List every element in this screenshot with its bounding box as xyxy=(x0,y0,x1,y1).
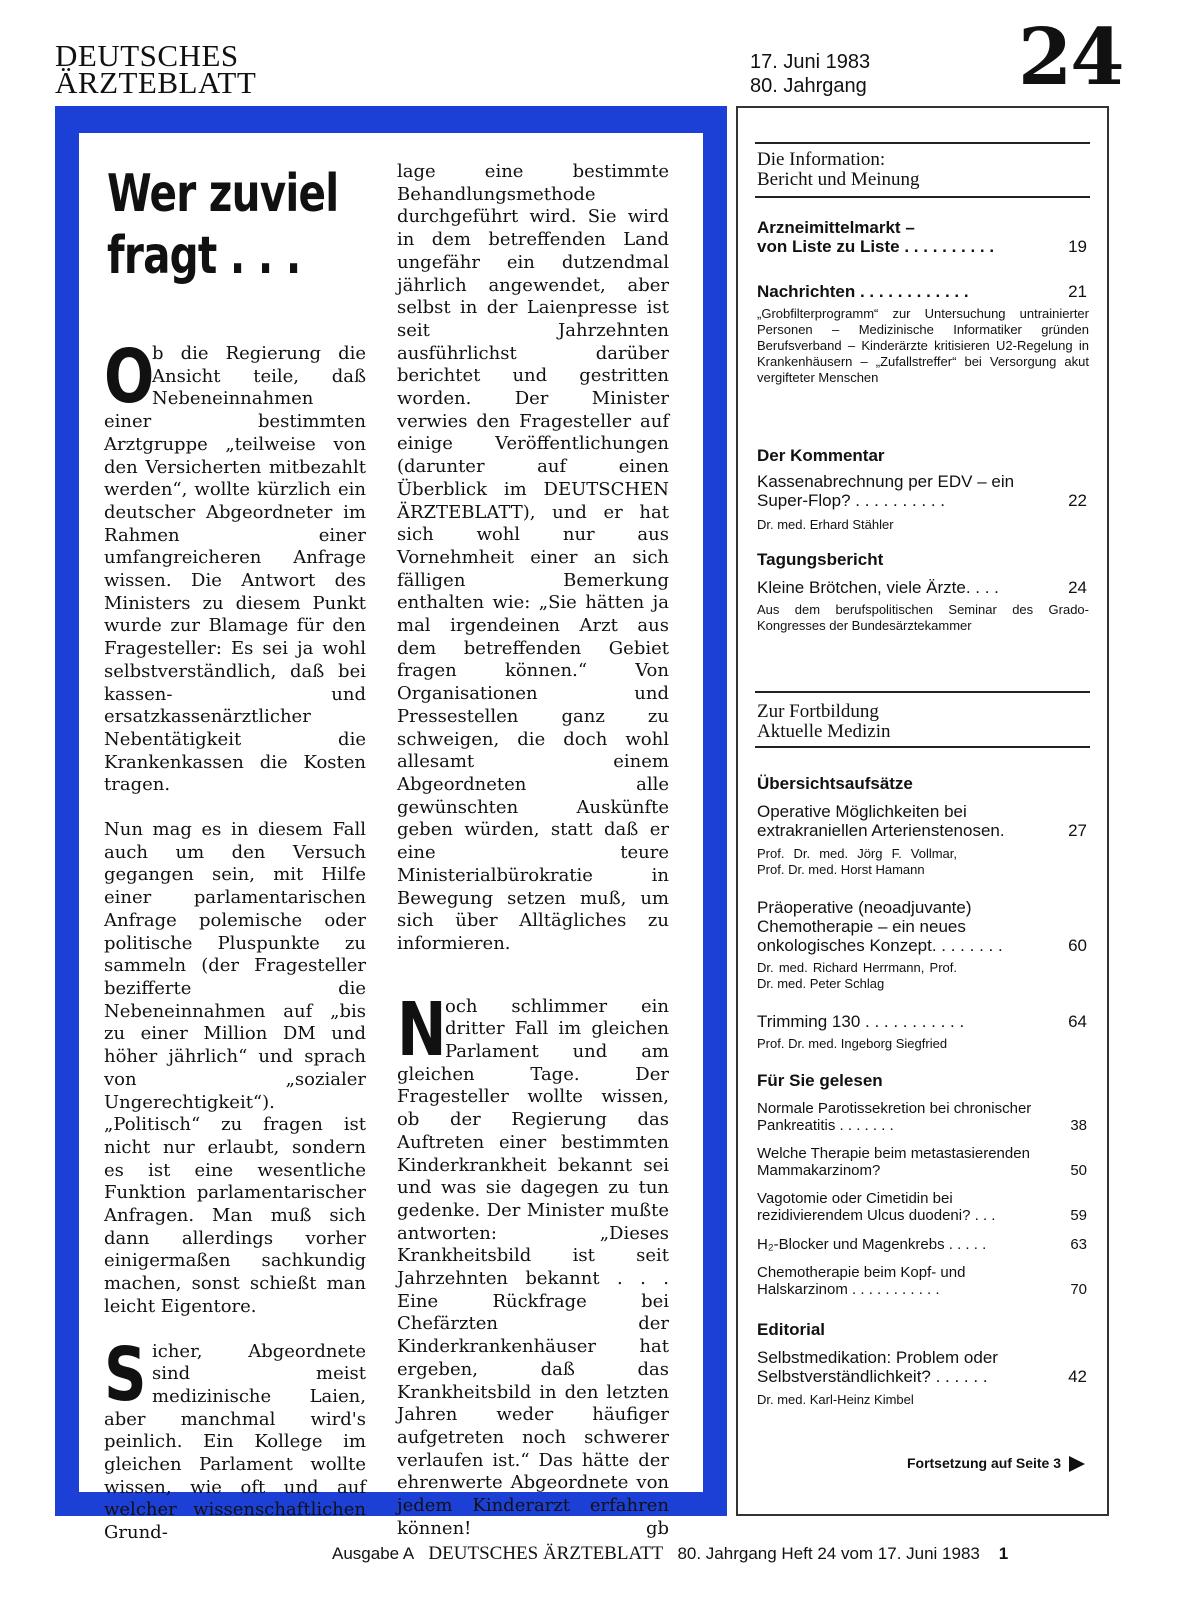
footer-info: 80. Jahrgang Heft 24 vom 17. Juni 1983 xyxy=(677,1544,980,1563)
section-line2: Bericht und Meinung xyxy=(757,169,920,190)
author-signature: gb xyxy=(645,1517,669,1539)
entry-title: H₂-Blocker und Magenkrebs . . . . . xyxy=(757,1236,987,1253)
article-paragraph: lage eine bestimmte Behandlungsmethode durchgeführt wird. Sie wird in dem betreffenden Land ungefähr ein dutzendmal jährlich angewendet, aber selbst in der Laienpresse ist seit Jahrzehnten ausführlichst darüber berichtet und gestritten worden. Der Minister verwies den Fragesteller auf einige Veröffentlichungen (darunter auf einen Überblick im DEUTSCHEN ÄRZTEBLATT), und er hat sich wohl nur aus Vornehmheit einer an sich fälligen Bemerkung enthalten wie: „Sie hätten ja mal irgendeinen Arzt aus dem betreffenden Gebiet fragen können.“ Von Organisationen und Pressestellen ganz zu schweigen, die doch wohl allesamt einem Abgeordneten alle gewünschten Auskünfte geben würden, statt daß er eine teure Ministerialbürokratie in Bewegung setzen muß, um sich über Alltägliches zu informieren. xyxy=(397,161,669,954)
toc-entry-vagotomie[interactable] xyxy=(757,1190,1087,1224)
masthead-line1: DEUTSCHES xyxy=(55,38,239,73)
toc-author: Dr. med. Richard Herrmann, Prof. Dr. med. Peter Schlag xyxy=(757,960,957,991)
page-number: 38 xyxy=(1070,1117,1087,1134)
toc-entry-chemotherapie[interactable] xyxy=(757,898,1087,955)
entry-title-cont: von Liste zu Liste . . . . . . . . . . xyxy=(757,237,995,256)
footer-page-number: 1 xyxy=(998,1544,1009,1563)
issue-date-line2: 80. Jahrgang xyxy=(750,75,867,97)
page-number: 63 xyxy=(1070,1236,1087,1253)
article-column-right xyxy=(397,161,669,1540)
toc-entry-kassenabrechnung[interactable] xyxy=(757,472,1087,510)
editorial-body xyxy=(79,133,703,1544)
paragraph-text: icher, Abgeordnete sind meist medizinische Laien, aber manchmal wird's peinlich. Ein Kollege im gleichen Parlament wollte wissen, wie oft und auf welcher wissenschaftlichen Grund- xyxy=(104,1340,366,1544)
continuation-link[interactable] xyxy=(907,1454,1085,1472)
divider xyxy=(755,691,1090,693)
article-title-line2: fragt . . . xyxy=(107,226,301,286)
page-number: 59 xyxy=(1070,1207,1087,1224)
entry-title: Vagotomie oder Cimetidin bei rezidivierendem Ulcus duodeni? . . . xyxy=(757,1190,996,1224)
entry-title: Arzneimittelmarkt – xyxy=(757,218,915,237)
toc-entry-trimming[interactable] xyxy=(757,1012,1087,1031)
page-number: 27 xyxy=(1068,821,1087,840)
toc-author: Prof. Dr. med. Jörg F. Vollmar, Prof. Dr. med. Horst Hamann xyxy=(757,846,957,877)
article-paragraph: Nun mag es in diesem Fall auch um den Versuch gegangen sein, mit Hilfe einer parlamentarischen Anfrage polemische oder politische Pluspunkte zu sammeln (der Fragesteller bezifferte die Nebeneinnahmen auf „bis zu einer Million DM und höher jährlich“ und sprach von „sozialer Ungerechtigkeit“). „Politisch“ zu fragen ist nicht nur erlaubt, sondern es ist eine wesentliche Funktion parlamentarischer Anfragen. Man muß sich dann allerdings vorher einigermaßen sachkundig machen, sonst schießt man leicht Eigentore. xyxy=(104,819,366,1317)
page-number: 70 xyxy=(1070,1281,1087,1298)
editorial-frame xyxy=(55,106,727,1544)
section-line2: Aktuelle Medizin xyxy=(757,721,891,742)
entry-title: Selbstmedikation: Problem oder Selbstverständlichkeit? . . . . . . xyxy=(757,1348,998,1386)
issue-number: 24 xyxy=(1018,12,1123,103)
toc-entry-arzneimittelmarkt[interactable] xyxy=(757,218,1087,256)
page-number: 50 xyxy=(1070,1162,1087,1179)
page-number: 60 xyxy=(1068,936,1087,955)
article-column-left xyxy=(104,334,366,1545)
toc-category-editorial: Editorial xyxy=(757,1320,826,1339)
drop-cap: N xyxy=(397,986,447,1073)
masthead xyxy=(55,38,257,100)
toc-tagung-description: Aus dem berufspolitischen Seminar des Grado-Kongresses der Bundesärztekammer xyxy=(757,602,1089,633)
toc-entry-parotissekretion[interactable] xyxy=(757,1100,1087,1134)
page-number: 21 xyxy=(1068,282,1087,301)
section-line1: Die Information: xyxy=(757,149,886,170)
article-paragraph xyxy=(104,1331,366,1545)
page-number: 22 xyxy=(1068,491,1087,510)
issue-date-line1: 17. Juni 1983 xyxy=(750,51,871,73)
divider xyxy=(755,746,1090,748)
entry-title: Kleine Brötchen, viele Ärzte. . . . xyxy=(757,578,999,597)
article-title-line1: Wer zuviel xyxy=(107,164,339,224)
toc-entry-kopf-halskarzinom[interactable] xyxy=(757,1264,1087,1298)
toc-nachrichten-description: „Grobfilterprogramm“ zur Untersuchung untrainierter Personen – Medizinische Informatiker gründen Berufsverband – Kinderärzte kritisieren U2-Regelung in Krankenhäusern – „Zufallstreffer“ bei Versorgung akut vergifteter Menschen xyxy=(757,306,1089,385)
toc-author: Dr. med. Karl-Heinz Kimbel xyxy=(757,1392,914,1407)
toc-entry-selbstmedikation[interactable] xyxy=(757,1348,1087,1386)
entry-title: Trimming 130 . . . . . . . . . . . xyxy=(757,1012,965,1031)
page-number: 24 xyxy=(1068,578,1087,597)
paragraph-text: och schlimmer ein dritter Fall im gleichen Parlament und am gleichen Tage. Der Fragesteller wollte wissen, ob der Regierung das Auftreten einer bestimmten Kinderkrankheit bekannt sei und was sie dagegen zu tun gedenke. Der Minister mußte antworten: „Dieses Krankheitsbild ist seit Jahrzehnten bekannt . . . Eine Rückfrage bei Chefärzten der Kinderkrankenhäuser hat ergeben, daß das Krankheitsbild in den letzten Jahren weder häufiger aufgetreten noch schwerer verlaufen ist.“ Das hätte der ehrenwerte Abgeordnete von jedem Kinderarzt erfahren können! xyxy=(397,995,669,1539)
drop-cap: O xyxy=(104,334,155,420)
issue-date xyxy=(750,50,870,98)
section-line1: Zur Fortbildung xyxy=(757,701,879,722)
divider xyxy=(755,142,1090,144)
entry-title: Chemotherapie beim Kopf- und Halskarzinom . . . . . . . . . . . xyxy=(757,1264,966,1298)
table-of-contents xyxy=(736,106,1109,1516)
footer-magazine: DEUTSCHES ÄRZTEBLATT xyxy=(428,1543,664,1564)
entry-title: Normale Parotissekretion bei chronischer Pankreatitis . . . . . . . xyxy=(757,1100,1032,1134)
toc-category-gelesen: Für Sie gelesen xyxy=(757,1071,883,1090)
article-paragraph xyxy=(104,334,366,797)
toc-section-information xyxy=(757,150,920,190)
toc-entry-nachrichten[interactable] xyxy=(757,282,1087,301)
toc-entry-mammakarzinom[interactable] xyxy=(757,1145,1087,1179)
drop-cap: S xyxy=(104,1331,147,1418)
footer-edition: Ausgabe A xyxy=(332,1544,415,1563)
page-number: 42 xyxy=(1068,1367,1087,1386)
entry-title: Welche Therapie beim metastasierenden Mammakarzinom? xyxy=(757,1145,1030,1179)
article-title xyxy=(107,163,341,287)
page-footer xyxy=(332,1543,1008,1565)
page-number: 64 xyxy=(1068,1012,1087,1031)
toc-section-fortbildung xyxy=(757,702,891,742)
masthead-line2: ÄRZTEBLATT xyxy=(55,65,257,100)
entry-title: Präoperative (neoadjuvante) Chemotherapie – ein neues onkologisches Konzept. . . . . . . . xyxy=(757,898,1003,955)
continuation-label: Fortsetzung auf Seite 3 xyxy=(906,1455,1061,1471)
arrow-right-icon xyxy=(1069,1456,1085,1472)
toc-category-uebersicht: Übersichtsaufsätze xyxy=(757,774,913,793)
entry-title: Nachrichten . . . . . . . . . . . . xyxy=(757,282,969,301)
toc-author: Dr. med. Erhard Stähler xyxy=(757,517,894,532)
toc-entry-h2-blocker[interactable] xyxy=(757,1236,1087,1253)
divider xyxy=(755,196,1090,198)
paragraph-text: b die Regierung die Ansicht teile, daß Nebeneinnahmen einer bestimmten Arztgruppe „teilweise von den Versicherten mitbezahlt werden“, wollte kürzlich ein deutscher Abgeordneter im Rahmen einer umfangreicheren Anfrage wissen. Die Antwort des Ministers zu diesem Punkt wurde zur Blamage für den Fragesteller: Es sei ja wohl selbstverständlich, daß bei kassen- und ersatzkassenärztlicher Nebentätigkeit die Krankenkassen die Kosten tragen. xyxy=(104,343,366,796)
article-paragraph xyxy=(397,986,669,1541)
toc-category-kommentar: Der Kommentar xyxy=(757,446,885,465)
toc-entry-arterienstenosen[interactable] xyxy=(757,802,1087,840)
toc-entry-kleine-broetchen[interactable] xyxy=(757,578,1087,597)
page-number: 19 xyxy=(1068,237,1087,256)
toc-category-tagungsbericht: Tagungsbericht xyxy=(757,550,884,569)
entry-title: Kassenabrechnung per EDV – ein Super-Flop? . . . . . . . . . . xyxy=(757,472,1015,510)
toc-author: Prof. Dr. med. Ingeborg Siegfried xyxy=(757,1036,948,1051)
entry-title: Operative Möglichkeiten bei extrakraniellen Arterienstenosen. xyxy=(757,802,1005,840)
